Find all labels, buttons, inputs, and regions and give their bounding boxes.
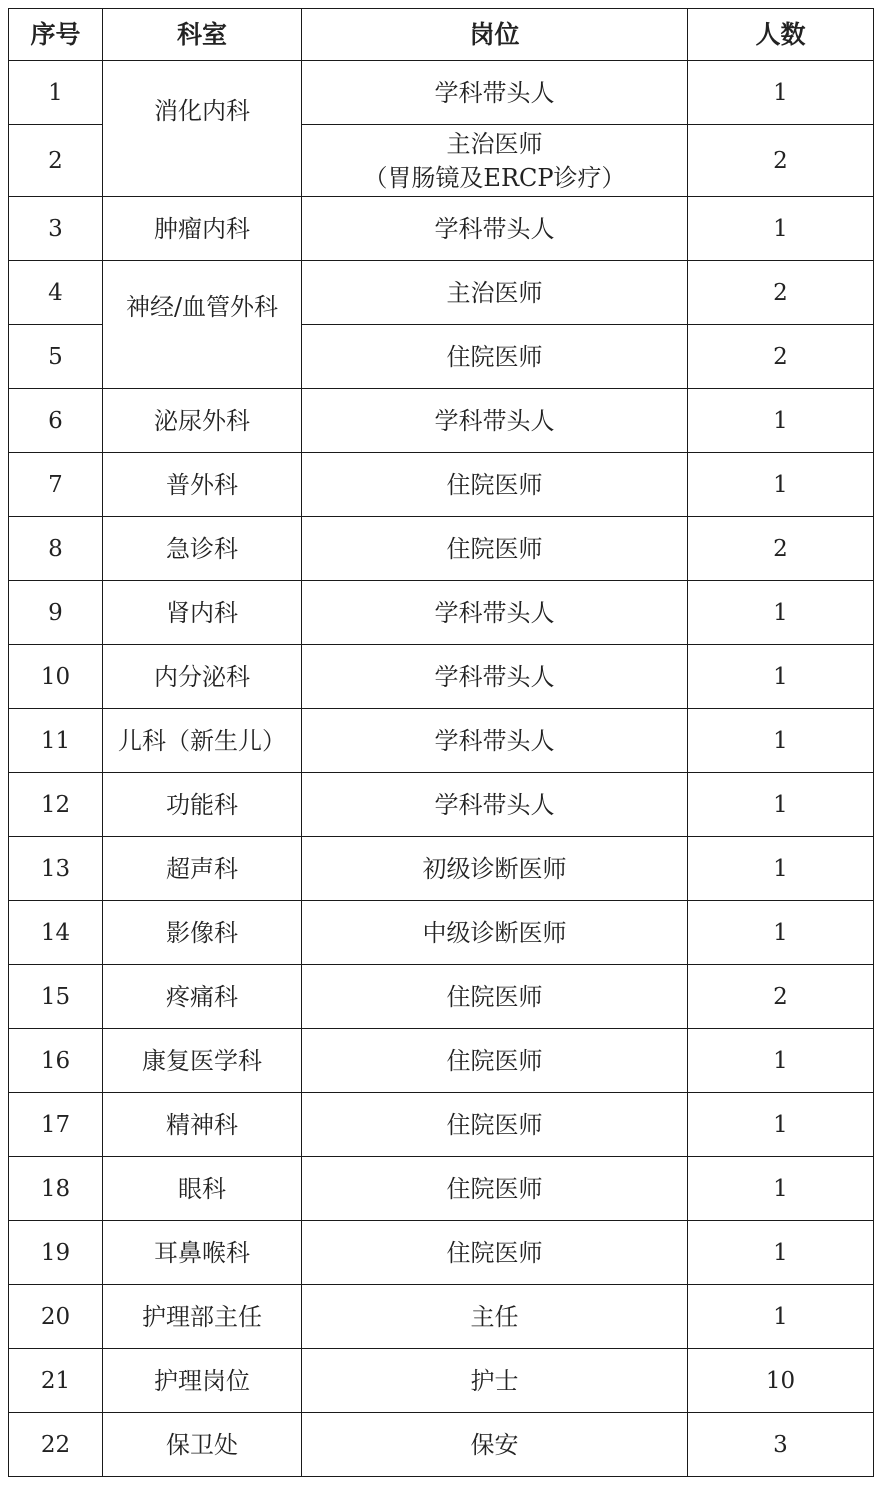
- header-row: [9, 9, 874, 61]
- count-cell: 3: [688, 1413, 874, 1477]
- dept-cell: 功能科: [103, 773, 302, 837]
- count-cell: 2: [688, 325, 874, 389]
- dept-cell: 护理部主任: [103, 1285, 302, 1349]
- position-cell: 住院医师: [302, 1157, 688, 1221]
- position-cell: 住院医师: [302, 453, 688, 517]
- position-cell: 住院医师: [302, 1029, 688, 1093]
- seq-cell: 13: [9, 837, 103, 901]
- position-cell: 住院医师: [302, 965, 688, 1029]
- count-cell: 2: [688, 517, 874, 581]
- count-cell: 10: [688, 1349, 874, 1413]
- dept-cell: 肾内科: [103, 581, 302, 645]
- table-row: [9, 1413, 874, 1477]
- header-position: 岗位: [302, 9, 688, 61]
- position-cell: 主治医师: [302, 261, 688, 325]
- table-row: [9, 389, 874, 453]
- table-row: [9, 197, 874, 261]
- table-row: [9, 1285, 874, 1349]
- table-row: [9, 1221, 874, 1285]
- position-cell: 学科带头人: [302, 389, 688, 453]
- dept-label: 神经/血管外科: [125, 292, 279, 321]
- dept-cell: [103, 261, 302, 389]
- count-cell: 1: [688, 901, 874, 965]
- position-cell: 住院医师: [302, 325, 688, 389]
- seq-cell: 7: [9, 453, 103, 517]
- seq-cell: 2: [9, 125, 103, 197]
- dept-cell: 泌尿外科: [103, 389, 302, 453]
- dept-cell: [103, 61, 302, 197]
- table-row: [9, 61, 874, 125]
- dept-cell: 影像科: [103, 901, 302, 965]
- seq-cell: 16: [9, 1029, 103, 1093]
- dept-cell: 眼科: [103, 1157, 302, 1221]
- position-cell: 学科带头人: [302, 61, 688, 125]
- seq-cell: 1: [9, 61, 103, 125]
- count-cell: 1: [688, 1285, 874, 1349]
- seq-cell: 15: [9, 965, 103, 1029]
- count-cell: 1: [688, 709, 874, 773]
- seq-cell: 21: [9, 1349, 103, 1413]
- dept-cell: 保卫处: [103, 1413, 302, 1477]
- count-cell: 1: [688, 197, 874, 261]
- seq-cell: 17: [9, 1093, 103, 1157]
- seq-cell: 3: [9, 197, 103, 261]
- seq-cell: 4: [9, 261, 103, 325]
- table-row: [9, 773, 874, 837]
- table-row: [9, 837, 874, 901]
- count-cell: 1: [688, 581, 874, 645]
- count-cell: 1: [688, 1221, 874, 1285]
- table-row: [9, 1029, 874, 1093]
- count-cell: 2: [688, 965, 874, 1029]
- count-cell: 1: [688, 61, 874, 125]
- count-cell: 1: [688, 773, 874, 837]
- seq-cell: 18: [9, 1157, 103, 1221]
- position-cell: 护士: [302, 1349, 688, 1413]
- position-cell: 初级诊断医师: [302, 837, 688, 901]
- header-dept: 科室: [103, 9, 302, 61]
- table-row: [9, 1093, 874, 1157]
- seq-cell: 20: [9, 1285, 103, 1349]
- dept-cell: 急诊科: [103, 517, 302, 581]
- dept-cell: 疼痛科: [103, 965, 302, 1029]
- count-cell: 1: [688, 1093, 874, 1157]
- seq-cell: 6: [9, 389, 103, 453]
- count-cell: 1: [688, 645, 874, 709]
- count-cell: 1: [688, 1157, 874, 1221]
- dept-cell: 康复医学科: [103, 1029, 302, 1093]
- position-cell: 住院医师: [302, 1221, 688, 1285]
- count-cell: 1: [688, 389, 874, 453]
- position-line-2: （胃肠镜及ERCP诊疗）: [363, 163, 626, 192]
- position-cell: 学科带头人: [302, 709, 688, 773]
- table-row: [9, 965, 874, 1029]
- count-cell: 2: [688, 125, 874, 197]
- seq-cell: 9: [9, 581, 103, 645]
- position-cell: 住院医师: [302, 517, 688, 581]
- position-cell: 学科带头人: [302, 581, 688, 645]
- table-row: [9, 709, 874, 773]
- table-row: [9, 645, 874, 709]
- table-row: [9, 517, 874, 581]
- count-cell: 1: [688, 1029, 874, 1093]
- dept-label: 消化内科: [154, 96, 250, 125]
- position-cell: 住院医师: [302, 1093, 688, 1157]
- seq-cell: 22: [9, 1413, 103, 1477]
- seq-cell: 8: [9, 517, 103, 581]
- recruitment-table: [8, 8, 874, 1477]
- seq-cell: 10: [9, 645, 103, 709]
- position-cell: 学科带头人: [302, 645, 688, 709]
- position-cell: 主任: [302, 1285, 688, 1349]
- table-row: [9, 901, 874, 965]
- header-seq: 序号: [9, 9, 103, 61]
- position-cell: 保安: [302, 1413, 688, 1477]
- count-cell: 2: [688, 261, 874, 325]
- dept-cell: 内分泌科: [103, 645, 302, 709]
- seq-cell: 14: [9, 901, 103, 965]
- table-row: [9, 581, 874, 645]
- dept-cell: 肿瘤内科: [103, 197, 302, 261]
- seq-cell: 11: [9, 709, 103, 773]
- position-line-1: 主治医师: [446, 129, 543, 158]
- dept-cell: 儿科（新生儿）: [103, 709, 302, 773]
- seq-cell: 19: [9, 1221, 103, 1285]
- seq-cell: 5: [9, 325, 103, 389]
- position-cell: 中级诊断医师: [302, 901, 688, 965]
- position-cell: [302, 125, 688, 197]
- table-row: [9, 1157, 874, 1221]
- dept-cell: 耳鼻喉科: [103, 1221, 302, 1285]
- position-cell: 学科带头人: [302, 197, 688, 261]
- count-cell: 1: [688, 837, 874, 901]
- table-row: [9, 453, 874, 517]
- dept-cell: 普外科: [103, 453, 302, 517]
- position-cell: 学科带头人: [302, 773, 688, 837]
- table-row: [9, 261, 874, 325]
- table-row: [9, 1349, 874, 1413]
- seq-cell: 12: [9, 773, 103, 837]
- dept-cell: 超声科: [103, 837, 302, 901]
- header-count: 人数: [688, 9, 874, 61]
- dept-cell: 精神科: [103, 1093, 302, 1157]
- count-cell: 1: [688, 453, 874, 517]
- dept-cell: 护理岗位: [103, 1349, 302, 1413]
